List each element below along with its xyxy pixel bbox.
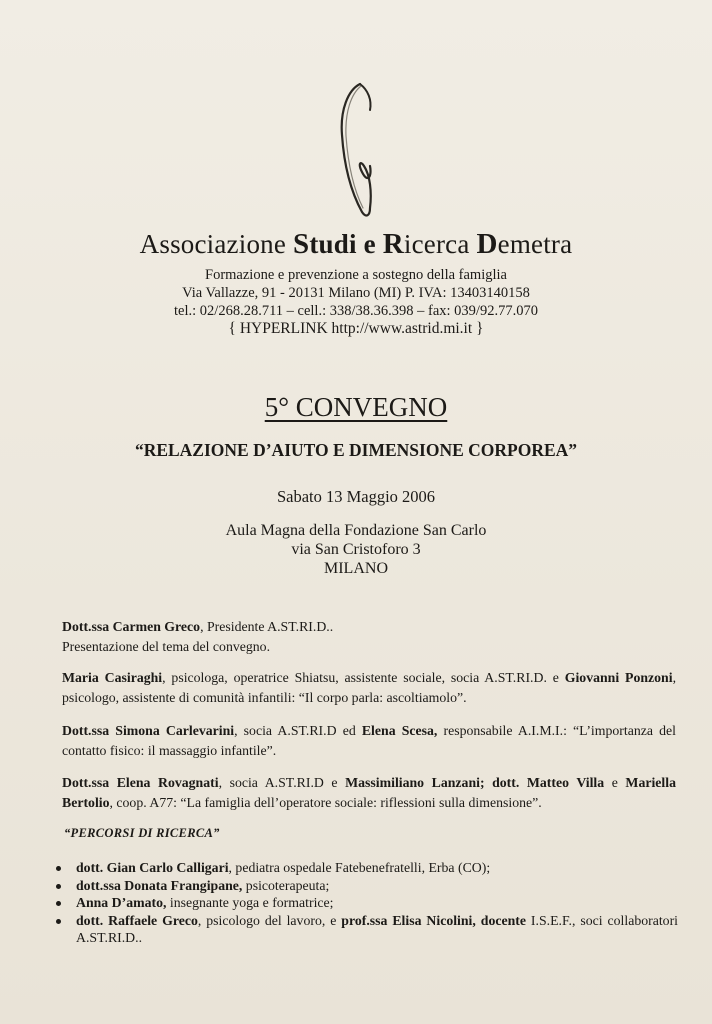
program-item-4: Dott.ssa Elena Rovagnati, socia A.ST.RI.D e Massimiliano Lanzani; dott. Matteo Villa e Mariella Bertolio, coop. A77: “La famiglia dell’operatore sociale: riflessioni sulla dimensione”. <box>62 775 676 810</box>
research-list <box>52 859 678 947</box>
list-item: Anna D’amato, insegnante yoga e formatrice; <box>52 894 678 912</box>
program-item-1: Dott.ssa Carmen Greco, Presidente A.ST.RI.D.. Presentazione del tema del convegno. <box>62 619 334 654</box>
organization-name: Associazione Studi e Ricerca Demetra <box>139 228 573 260</box>
program-item-2: Maria Casiraghi, psicologa, operatrice Shiatsu, assistente sociale, socia A.ST.RI.D. e Giovanni Ponzoni, psicologo, assistente di comunità infantili: “Il corpo parla: ascoltiamolo”. <box>62 670 677 705</box>
demetra-logo-icon <box>330 80 390 220</box>
event-street: via San Cristoforo 3 <box>291 541 421 558</box>
org-tagline: Formazione e prevenzione a sostegno della famiglia <box>205 267 507 283</box>
org-website-link[interactable]: { HYPERLINK http://www.astrid.mi.it } <box>228 320 484 337</box>
event-subtitle: “RELAZIONE D’AIUTO E DIMENSIONE CORPOREA” <box>134 440 578 460</box>
list-item: dott.ssa Donata Frangipane, psicoterapeuta; <box>52 877 678 895</box>
list-item: dott. Raffaele Greco, psicologo del lavoro, e prof.ssa Elisa Nicolini, docente I.S.E.F., soci collaboratori A.ST.RI.D.. <box>52 912 678 947</box>
program-item-3: Dott.ssa Simona Carlevarini, socia A.ST.RI.D ed Elena Scesa, responsabile A.I.M.I.: “L’importanza del contatto fisico: il massaggio infantile”. <box>62 723 676 758</box>
event-city: MILANO <box>324 560 388 577</box>
event-title: 5° CONVEGNO <box>264 392 448 422</box>
org-address: Via Vallazze, 91 - 20131 Milano (MI) P. IVA: 13403140158 <box>182 285 530 301</box>
event-venue: Aula Magna della Fondazione San Carlo <box>225 522 487 539</box>
research-section-label: “PERCORSI DI RICERCA” <box>64 826 220 840</box>
list-item: dott. Gian Carlo Calligari, pediatra ospedale Fatebenefratelli, Erba (CO); <box>52 859 678 877</box>
org-contacts: tel.: 02/268.28.711 – cell.: 338/38.36.398 – fax: 039/92.77.070 <box>174 303 538 319</box>
event-date: Sabato 13 Maggio 2006 <box>276 487 436 506</box>
